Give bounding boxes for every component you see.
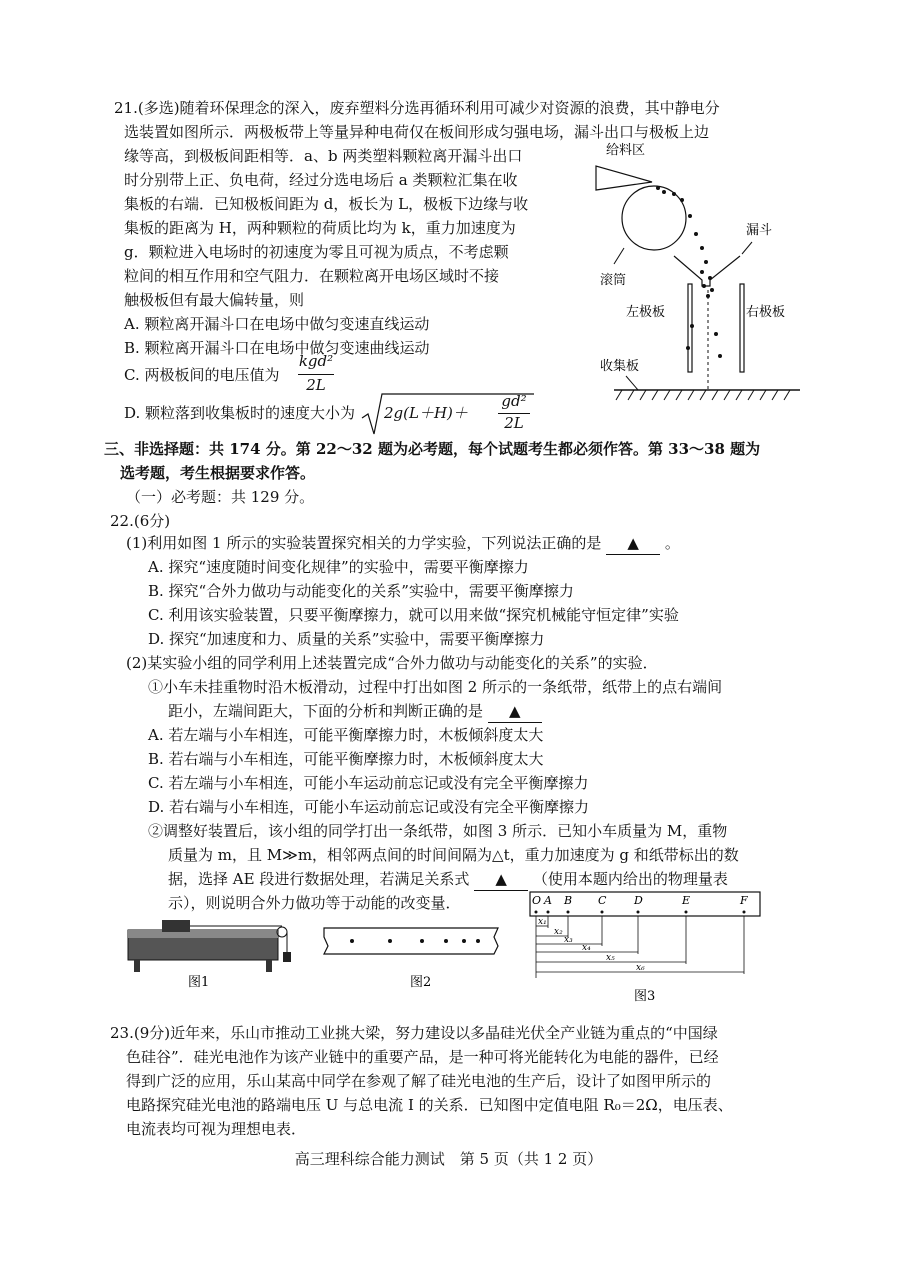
- svg-text:C: C: [598, 894, 607, 907]
- drum: [622, 186, 686, 250]
- fraction-numerator: kgd²: [298, 352, 334, 370]
- q22-part2-option-c: C. 若左端与小车相连，可能小车运动前忘记或没有完全平衡摩擦力: [148, 774, 589, 792]
- q22-part2-2-line-b: 质量为 m，且 M≫m，相邻两点间的时间间隔为△t，重力加速度为 g 和纸带标出的数: [168, 846, 739, 864]
- fraction-bar: [298, 374, 334, 375]
- svg-text:E: E: [682, 894, 691, 907]
- q22-part1-option-c: C. 利用该实验装置，只要平衡摩擦力，就可以用来做“探究机械能守恒定律”实验: [148, 606, 679, 624]
- fraction-denominator: 2L: [306, 376, 326, 394]
- left-plate-label: 左极板: [626, 305, 666, 320]
- svg-text:O: O: [532, 894, 542, 907]
- q22-part1: [126, 532, 680, 555]
- weight: [283, 952, 291, 962]
- q23-line-4: 电路探究硅光电池的路端电压 U 与总电流 I 的关系．已知图中定值电阻 R₀＝2Ω，电压表、: [126, 1096, 733, 1114]
- fraction-numerator: gd²: [501, 392, 527, 410]
- q23-line-3: 得到广泛的应用，乐山某高中同学在参观了解了硅光电池的生产后，设计了如图甲所示的: [126, 1072, 712, 1090]
- feed-zone-label: 给料区: [606, 143, 646, 158]
- svg-text:F: F: [740, 894, 748, 907]
- q22-part1-option-a: A. 探究“速度随时间变化规律”的实验中，需要平衡摩擦力: [148, 558, 529, 576]
- q21-option-d: D. 颗粒落到收集板时的速度大小为: [124, 404, 356, 422]
- q22-part2-option-a: A. 若左端与小车相连，可能平衡摩擦力时，木板倾斜度太大: [148, 726, 544, 744]
- section3-line-2: 选考题，考生根据要求作答。: [120, 464, 316, 482]
- fraction-denominator: 2L: [504, 414, 524, 432]
- figure-1-apparatus: [124, 912, 294, 992]
- q21-option-b: B. 颗粒离开漏斗口在电场中做匀变速曲线运动: [124, 339, 430, 357]
- q21-line-5: 集板的右端．已知极板间距为 d，板长为 L，极板下边缘与收: [124, 195, 529, 213]
- q21-line-6: 集板的距离为 H，两种颗粒的荷质比均为 k，重力加速度为: [124, 219, 516, 237]
- q22-part2-option-d: D. 若右端与小车相连，可能小车运动前忘记或没有完全平衡摩擦力: [148, 798, 590, 816]
- figure-1-caption: 图1: [188, 975, 210, 990]
- q22-part1-end: 。: [664, 534, 680, 552]
- feed-hopper: [596, 166, 652, 190]
- q21-line-4: 时分别带上正、负电荷，经过分选电场后 a 类颗粒汇集在收: [124, 171, 518, 189]
- figure-3-caption: 图3: [634, 989, 656, 1004]
- collector-hatching: [616, 390, 790, 400]
- q21-option-c-text: C. 两极板间的电压值为: [124, 366, 280, 384]
- right-plate-label: 右极板: [746, 305, 786, 320]
- q22-part1-option-d: D. 探究“加速度和力、质量的关系”实验中，需要平衡摩擦力: [148, 630, 545, 648]
- answer-blank[interactable]: ▲: [606, 532, 660, 555]
- q21-option-d-inner: 2g(L＋H)＋: [384, 404, 468, 422]
- answer-blank[interactable]: ▲: [474, 868, 528, 891]
- q22-part2: (2)某实验小组的同学利用上述装置完成“合外力做功与动能变化的关系”的实验．: [126, 654, 658, 672]
- figure-2-tape: [322, 924, 502, 994]
- q21-option-c-fraction: [286, 352, 346, 398]
- q21-line-2: 选装置如图所示．两极板带上等量异种电荷仅在板间形成匀强电场，漏斗出口与极板上边: [124, 123, 710, 141]
- svg-text:x₃: x₃: [564, 935, 573, 945]
- svg-text:A: A: [544, 894, 552, 907]
- figure-3-measured-tape: [526, 888, 766, 1008]
- q21-option-c: [124, 364, 279, 386]
- q22-part2-1-text: 距小，左端间距大，下面的分析和判断正确的是: [168, 702, 484, 720]
- q21-line-9: 触极板但有最大偏转量，则: [124, 291, 305, 309]
- q21-line-3: 缘等高，到极板间距相等．a、b 两类塑料颗粒离开漏斗出口: [124, 147, 523, 165]
- q21-line-8: 粒间的相互作用和空气阻力．在颗粒离开电场区域时不接: [124, 267, 500, 285]
- electrostatic-separator-figure: [592, 138, 812, 408]
- q22-part2-2-text-end: （使用本题内给出的物理量表: [532, 870, 728, 888]
- tape-dots: [350, 939, 480, 943]
- right-plate: [740, 284, 744, 372]
- svg-text:x₂: x₂: [554, 927, 563, 937]
- q21-option-d-fraction: [492, 392, 536, 436]
- q22-part2-2-line-a: ②调整好装置后，该小组的同学打出一条纸带，如图 3 所示．已知小车质量为 M，重物: [148, 822, 728, 840]
- q23-line-1: 23.(9分)近年来，乐山市推动工业挑大梁，努力建设以多晶硅光伏全产业链为重点的“中国绿: [110, 1024, 718, 1042]
- figure-2-caption: 图2: [410, 975, 432, 990]
- q22-part1-option-b: B. 探究“合外力做功与动能变化的关系”实验中，需要平衡摩擦力: [148, 582, 574, 600]
- point-labels: [532, 894, 748, 907]
- collector-label: 收集板: [600, 359, 640, 374]
- q22-part2-1-line-b: [168, 700, 542, 723]
- drum-label: 滚筒: [600, 273, 627, 288]
- page-footer: 高三理科综合能力测试 第 5 页（共 1 2 页）: [294, 1150, 603, 1168]
- q22-part2-1-line-a: ①小车未挂重物时沿木板滑动，过程中打出如图 2 所示的一条纸带，纸带上的点右端间: [148, 678, 723, 696]
- answer-blank[interactable]: ▲: [488, 700, 542, 723]
- left-plate: [688, 284, 692, 372]
- q21-line-7: g．颗粒进入电场时的初速度为零且可视为质点，不考虑颗: [124, 243, 509, 261]
- distance-labels: [538, 917, 645, 973]
- svg-text:x₄: x₄: [582, 943, 591, 953]
- funnel-label: 漏斗: [746, 223, 773, 238]
- svg-text:B: B: [564, 894, 573, 907]
- q22-part2-2-text: 据，选择 AE 段进行数据处理，若满足关系式: [168, 870, 470, 888]
- q22-heading: 22.(6分): [110, 512, 171, 530]
- svg-text:x₅: x₅: [606, 953, 615, 963]
- cart: [162, 920, 190, 932]
- svg-text:x₆: x₆: [636, 963, 645, 973]
- q21-line-1: 21.(多选)随着环保理念的深入，废弃塑料分选再循环利用可减少对资源的浪费，其中静电分: [114, 99, 720, 117]
- particles: [656, 186, 722, 358]
- q23-line-5: 电流表均可视为理想电表．: [126, 1120, 307, 1138]
- q21-option-a: A. 颗粒离开漏斗口在电场中做匀变速直线运动: [124, 315, 430, 333]
- section3-line-3: （一）必考题：共 129 分。: [126, 488, 315, 506]
- section3-line-1: 三、非选择题：共 174 分。第 22～32 题为必考题，每个试题考生都必须作答。第 33～38 题为: [104, 440, 761, 458]
- q22-part2-option-b: B. 若右端与小车相连，可能平衡摩擦力时，木板倾斜度太大: [148, 750, 544, 768]
- q22-part2-2-line-d: 示），则说明合外力做功等于动能的改变量．: [168, 894, 461, 912]
- svg-text:D: D: [634, 894, 643, 907]
- svg-text:x₁: x₁: [538, 917, 547, 927]
- q22-part1-text: (1)利用如图 1 所示的实验装置探究相关的力学实验，下列说法正确的是: [126, 534, 602, 552]
- q23-line-2: 色硅谷”．硅光电池作为该产业链中的重要产品，是一种可将光能转化为电能的器件，已经: [126, 1048, 719, 1066]
